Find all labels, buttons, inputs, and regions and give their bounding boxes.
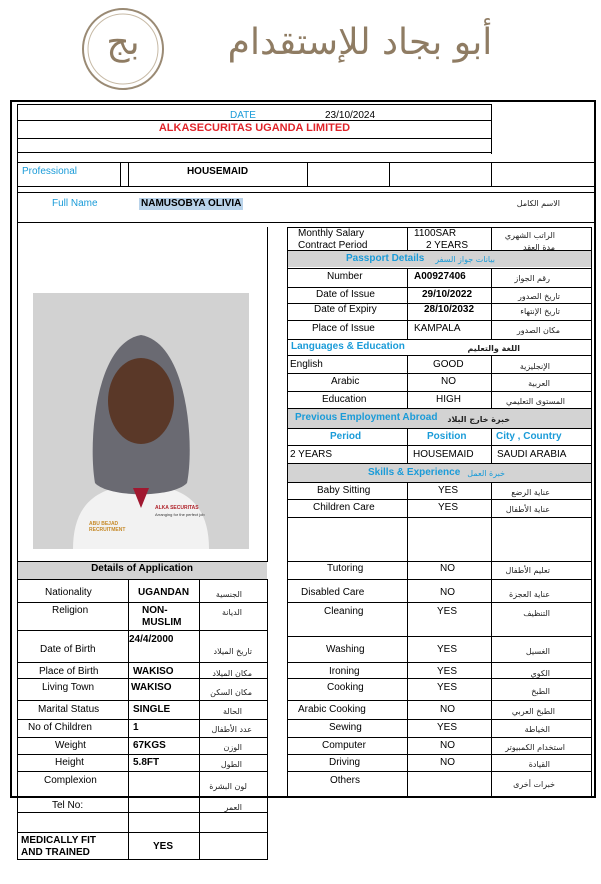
pob-label: Place of Birth	[39, 666, 99, 677]
candidate-photo	[33, 293, 249, 549]
computer-arabic: استخدام الكمبيوتر	[505, 743, 565, 752]
salary-value: 1100SAR	[414, 228, 457, 239]
nationality-label: Nationality	[45, 587, 92, 598]
pob-arabic: مكان الميلاد	[212, 669, 252, 678]
children-count-value: 1	[133, 722, 139, 733]
english-arabic: الإنجليزية	[519, 362, 550, 371]
fullname-value: NAMUSOBYA OLIVIA	[141, 198, 242, 209]
application-heading: Details of Application	[91, 563, 193, 574]
living-town-arabic: مكان السكن	[210, 688, 252, 697]
languages-heading: Languages & Education	[291, 341, 405, 352]
computer-value: NO	[440, 740, 455, 751]
complexion-arabic: لون البشرة	[209, 782, 247, 791]
religion-arabic: الديانة	[221, 608, 242, 617]
period-arabic: مدة العقد	[523, 243, 555, 252]
company-arabic-name: أبو بجاد للإستقدام	[227, 22, 493, 63]
issue-place-arabic: مكان الصدور	[516, 326, 560, 335]
professional-value: HOUSEMAID	[186, 166, 249, 177]
nationality-arabic: الجنسية	[215, 590, 242, 599]
issue-date-arabic: تاريخ الصدور	[518, 292, 560, 301]
weight-arabic: الوزن	[223, 743, 242, 752]
period-value: 2 YEARS	[426, 240, 469, 251]
employment-period-value: 2 YEARS	[290, 449, 333, 460]
employment-col-period: Period	[330, 431, 362, 442]
salary-label: Monthly Salary	[298, 228, 365, 239]
date-label: DATE	[230, 110, 256, 121]
tutoring-arabic: تعليم الأطفال	[505, 566, 550, 575]
expiry-date-value: 28/10/2032	[424, 304, 475, 315]
employment-col-position: Position	[427, 431, 467, 442]
living-town-label: Living Town	[42, 682, 95, 693]
cleaning-arabic: التنظيف	[523, 609, 550, 618]
sewing-arabic: الخياطة	[524, 725, 550, 734]
disabled-care-arabic: عناية العجزة	[509, 590, 550, 599]
medical-value: YES	[153, 841, 174, 852]
weight-value: 67KGS	[133, 740, 166, 751]
employment-col-country: City , Country	[496, 431, 562, 442]
dob-value: 24/4/2000	[129, 634, 174, 645]
computer-label: Computer	[322, 740, 366, 751]
passport-number-label: Number	[327, 271, 363, 282]
employment-heading-arabic: خبرة خارج البلاد	[447, 415, 510, 424]
children-count-arabic: عدد الأطفال	[211, 725, 252, 734]
arabic-lang-label: Arabic	[331, 376, 360, 387]
washing-label: Washing	[326, 644, 365, 655]
ironing-arabic: الكوي	[530, 669, 550, 678]
shirt-tagline: Arranging for the perfect job	[155, 512, 205, 517]
expiry-date-arabic: تاريخ الإنتهاء	[520, 307, 560, 316]
height-value: 5.8FT	[133, 757, 160, 768]
religion-value: NON- MUSLIM	[142, 605, 182, 628]
children-count-label: No of Children	[28, 722, 92, 733]
living-town-value: WAKISO	[131, 682, 172, 693]
washing-arabic: الغسيل	[525, 647, 550, 656]
religion-label: Religion	[52, 605, 89, 616]
cooking-value: YES	[437, 682, 458, 693]
sewing-value: YES	[437, 722, 458, 733]
salary-arabic: الراتب الشهري	[504, 231, 555, 240]
marital-arabic: الحالة	[223, 707, 242, 716]
tutoring-value: NO	[440, 563, 455, 574]
arabic-lang-value: NO	[441, 376, 456, 387]
issue-place-value: KAMPALA	[414, 323, 461, 334]
cleaning-value: YES	[437, 606, 458, 617]
children-care-label: Children Care	[313, 502, 375, 513]
person-photo-icon	[33, 293, 249, 549]
driving-label: Driving	[329, 757, 361, 768]
skills-heading: Skills & Experience	[368, 467, 461, 478]
driving-arabic: القيادة	[528, 760, 550, 769]
pob-value: WAKISO	[133, 666, 174, 677]
issue-place-label: Place of Issue	[312, 323, 375, 334]
disabled-care-value: NO	[440, 587, 455, 598]
cleaning-label: Cleaning	[324, 606, 364, 617]
passport-number-value: A00927406	[414, 271, 466, 282]
others-label: Others	[330, 775, 361, 786]
passport-heading-arabic: بيانات جواز السفر	[435, 255, 495, 264]
header	[0, 0, 601, 100]
fullname-arabic: الاسم الكامل	[516, 199, 560, 208]
others-arabic: خبرات أخرى	[513, 780, 555, 789]
washing-value: YES	[437, 644, 458, 655]
period-label: Contract Period	[298, 240, 368, 251]
tutoring-label: Tutoring	[327, 563, 364, 574]
marital-label: Marital Status	[38, 704, 100, 715]
children-care-arabic: عناية الأطفال	[505, 505, 550, 514]
employment-position-value: HOUSEMAID	[413, 449, 474, 460]
issue-date-value: 29/10/2022	[422, 289, 473, 300]
skills-heading-arabic: خبرة العمل	[467, 469, 505, 478]
expiry-date-label: Date of Expiry	[314, 304, 377, 315]
driving-value: NO	[440, 757, 455, 768]
date-value: 23/10/2024	[325, 110, 376, 121]
weight-label: Weight	[55, 740, 86, 751]
height-arabic: الطول	[220, 760, 242, 769]
arabic-cooking-value: NO	[440, 704, 455, 715]
english-label: English	[290, 359, 323, 370]
nationality-value: UGANDAN	[138, 587, 190, 598]
languages-heading-arabic: اللغة والتعليم	[467, 344, 520, 353]
english-value: GOOD	[433, 359, 464, 370]
education-label: Education	[322, 394, 367, 405]
education-value: HIGH	[436, 394, 461, 405]
ironing-value: YES	[437, 666, 458, 677]
cooking-label: Cooking	[327, 682, 364, 693]
sewing-label: Sewing	[329, 722, 362, 733]
dob-arabic: تاريخ الميلاد	[213, 647, 252, 656]
marital-value: SINGLE	[133, 704, 171, 715]
medical-label: MEDICALLY FIT AND TRAINED	[21, 835, 97, 858]
employment-country-value: SAUDI ARABIA	[497, 449, 567, 460]
passport-number-arabic: رقم الجواز	[514, 274, 550, 283]
arabic-cooking-label: Arabic Cooking	[298, 704, 366, 715]
agency-name: ALKASECURITAS UGANDA LIMITED	[158, 122, 351, 134]
tel-label: Tel No:	[52, 800, 84, 811]
ironing-label: Ironing	[329, 666, 360, 677]
cooking-arabic: الطبخ	[531, 687, 550, 696]
passport-heading: Passport Details	[346, 253, 425, 264]
tel-arabic: العمر	[224, 803, 242, 812]
arabic-lang-arabic: العربية	[528, 379, 550, 388]
height-label: Height	[55, 757, 84, 768]
issue-date-label: Date of Issue	[316, 289, 375, 300]
logo-mark: بج	[106, 22, 140, 63]
shirt-text-right: ALKA SECURITAS	[155, 505, 199, 511]
shirt-text-left: ABU BEJAD RECRUITMENT	[89, 521, 126, 533]
employment-heading: Previous Employment Abroad	[295, 412, 438, 423]
fullname-label: Full Name	[52, 198, 98, 209]
baby-sitting-value: YES	[438, 485, 459, 496]
disabled-care-label: Disabled Care	[301, 587, 365, 598]
complexion-label: Complexion	[44, 775, 97, 786]
arabic-cooking-arabic: الطبخ العربي	[511, 707, 555, 716]
baby-sitting-label: Baby Sitting	[317, 485, 371, 496]
dob-label: Date of Birth	[40, 644, 96, 655]
education-arabic: المستوى التعليمي	[505, 397, 565, 406]
baby-sitting-arabic: عناية الرضع	[511, 488, 550, 497]
professional-label: Professional	[22, 166, 78, 177]
children-care-value: YES	[438, 502, 459, 513]
